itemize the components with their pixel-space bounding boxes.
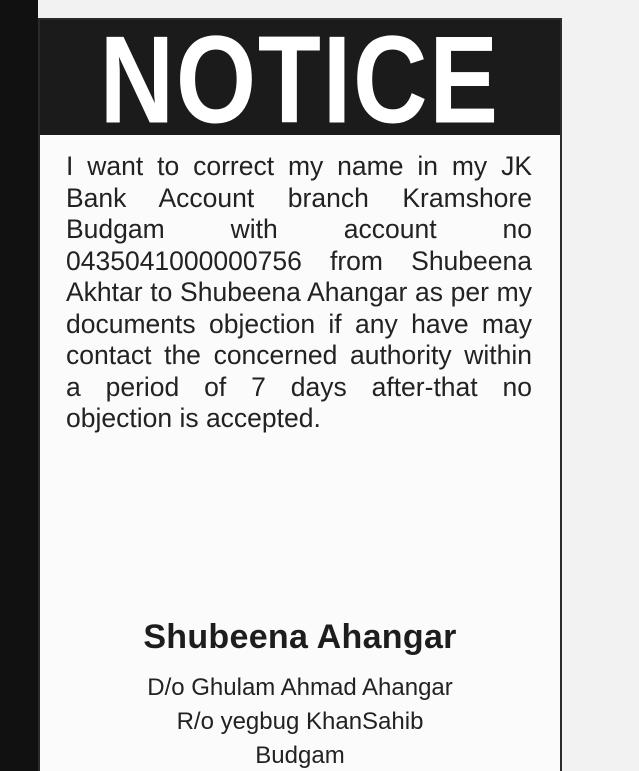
notice-title: NOTICE	[99, 9, 501, 150]
left-dark-border	[0, 0, 38, 771]
notice-box	[38, 9, 562, 771]
notice-header	[40, 9, 560, 150]
address-line-residence: R/o yegbug KhanSahib	[176, 708, 424, 735]
notice-body: I want to correct my name in my JK Bank Account branch Kramshore Budgam with account no 0435041000000756 from Shubeena Akhtar to Shubeena Ahangar as per my documents objection if any have may contact the concerned authority within a period of 7 days after-that no objection is accepted.	[66, 151, 532, 433]
address-line-parent: D/o Ghulam Ahmad Ahangar	[147, 674, 453, 701]
address-line-district: Budgam	[255, 742, 345, 769]
signer-name: Shubeena Ahangar	[143, 618, 457, 656]
